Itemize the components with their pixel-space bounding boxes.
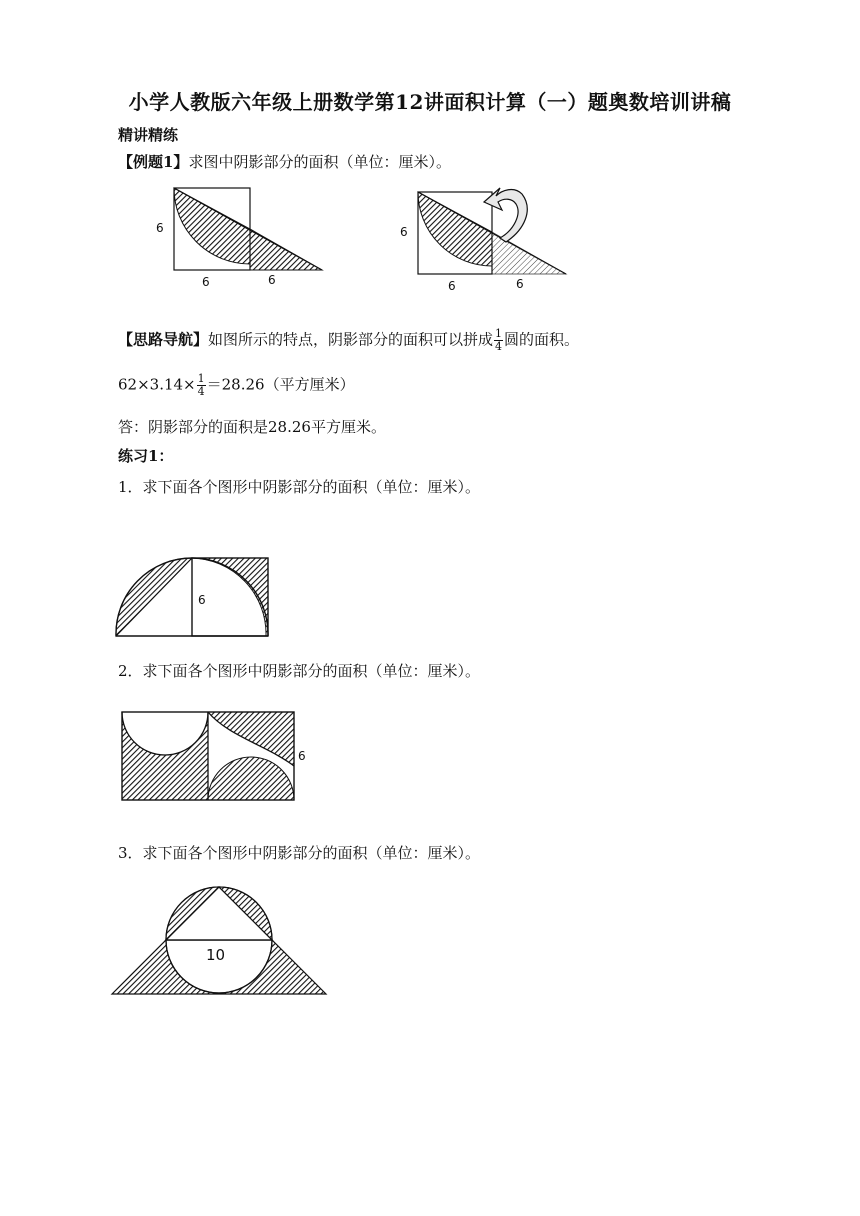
- section-heading: 精讲精练: [118, 126, 179, 144]
- hint-frac-den: 4: [495, 340, 503, 353]
- example-fig2-side-label: 6: [400, 225, 408, 239]
- problem-1-text: 1．求下面各个图形中阴影部分的面积（单位：厘米）。: [118, 478, 481, 496]
- problem-2-figure: [118, 706, 318, 806]
- example-fig2-bottom2-label: 6: [516, 277, 524, 291]
- example-figure-2: [396, 180, 586, 295]
- hint-fraction: [494, 328, 503, 353]
- problem-2-label: 6: [298, 749, 306, 763]
- formula-line: [118, 373, 355, 398]
- hint-line: [118, 328, 579, 353]
- formula-part2: ＝28.26（平方厘米）: [206, 375, 355, 394]
- example-fig2-bottom-label: 6: [448, 279, 456, 293]
- hint-tag: 【思路导航】: [118, 330, 209, 349]
- problem-3-label: 10: [206, 946, 226, 964]
- example-question: [118, 151, 451, 172]
- page-title: 小学人教版六年级上册数学第12讲面积计算（一）题奥数培训讲稿: [128, 90, 732, 114]
- problem-3-figure: [108, 878, 333, 1000]
- example-fig1-bottom2-label: 6: [268, 273, 276, 287]
- example-fig1-side-label: 6: [156, 221, 164, 235]
- formula-frac-den: 4: [197, 385, 205, 398]
- problem-1-figure: [110, 550, 280, 645]
- formula-fraction: [197, 373, 206, 398]
- hint-text-before: 如图所示的特点，阴影部分的面积可以拼成: [208, 330, 494, 349]
- example-figure-1: [150, 180, 340, 290]
- hint-frac-num: 1: [495, 327, 503, 340]
- problem-3-text: 3．求下面各个图形中阴影部分的面积（单位：厘米）。: [118, 844, 481, 862]
- formula-frac-num: 1: [197, 372, 205, 385]
- practice-heading: 练习1：: [118, 447, 174, 465]
- formula-part1: 62×3.14×: [118, 375, 196, 394]
- example-question-text: 求图中阴影部分的面积（单位：厘米）。: [188, 153, 451, 171]
- example-fig1-bottom-label: 6: [202, 275, 210, 289]
- hint-text-after: 圆的面积。: [504, 330, 580, 349]
- problem-2-text: 2．求下面各个图形中阴影部分的面积（单位：厘米）。: [118, 662, 481, 680]
- problem-1-label: 6: [198, 593, 206, 607]
- answer-text: 答：阴影部分的面积是28.26平方厘米。: [118, 418, 386, 436]
- example-tag: 【例题1】: [118, 153, 189, 171]
